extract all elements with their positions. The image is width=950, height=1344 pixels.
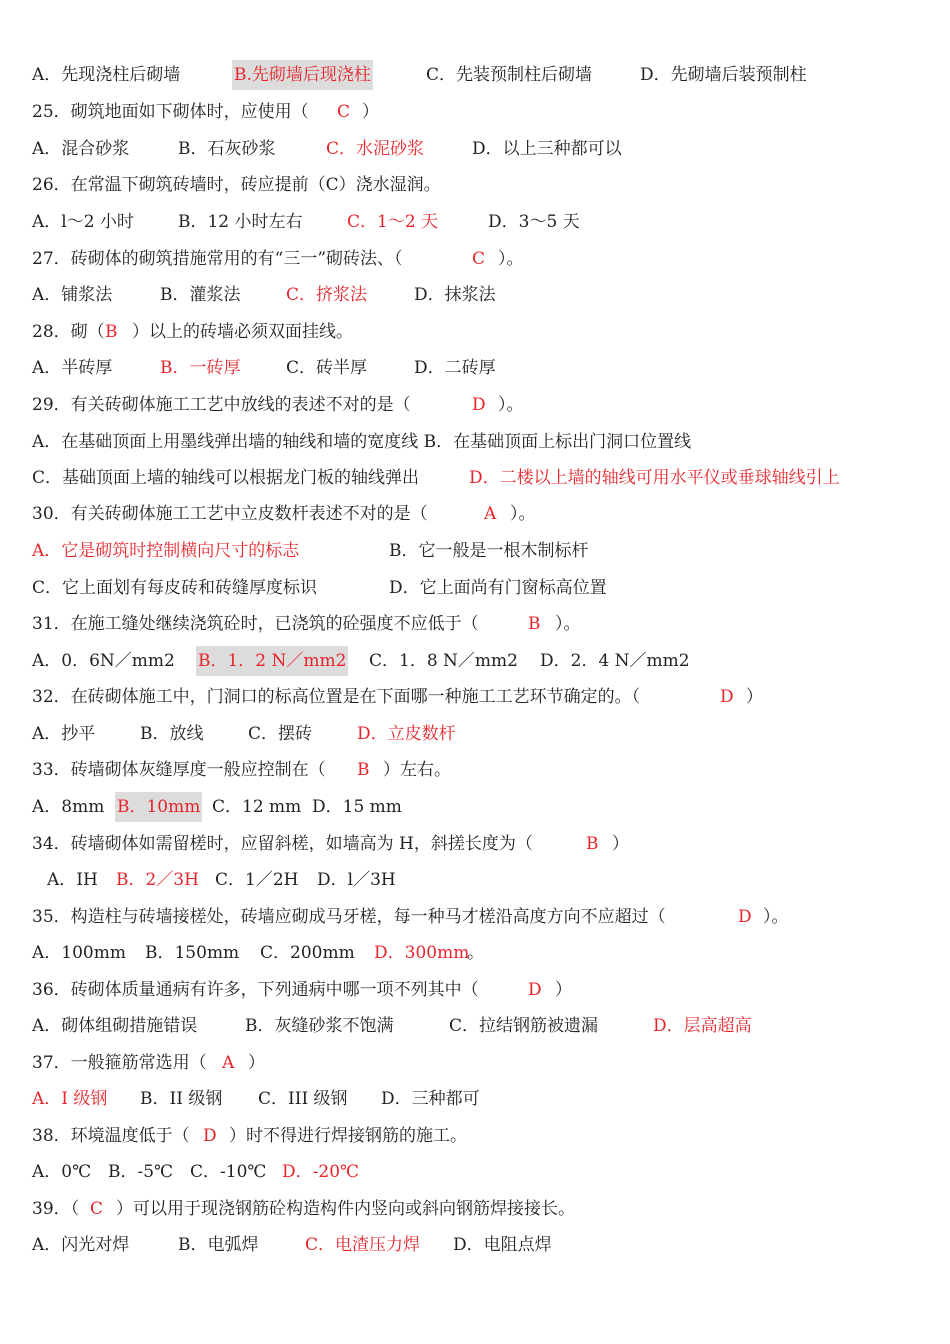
question-text: B．灌浆法 (160, 285, 241, 305)
question-text: A．闪光对焊 (32, 1235, 130, 1255)
text-line (0, 463, 950, 493)
question-text: A．0．6N／mm2 (32, 651, 175, 671)
question-text: B．-5℃ (108, 1162, 174, 1182)
text-line (0, 719, 950, 749)
question-text: C．砖半厚 (286, 358, 368, 378)
question-text: 38．环境温度低于（ (32, 1126, 190, 1146)
answer-text: C (472, 249, 486, 269)
question-text: A．混合砂浆 (32, 139, 130, 159)
question-text: B．12 小时左右 (178, 212, 303, 232)
text-line (0, 97, 950, 127)
text-line (0, 170, 950, 200)
question-text: D．二砖厚 (414, 358, 496, 378)
question-text: 32．在砖砌体施工中，门洞口的标高位置是在下面哪一种施工工艺环节确定的。（ (32, 687, 641, 707)
question-text: 34．砖墙砌体如需留槎时，应留斜槎，如墙高为 H，斜搓长度为（ (32, 834, 533, 854)
text-line (0, 865, 950, 895)
question-text: D．三种都可 (381, 1089, 480, 1109)
answer-text: B.先砌墙后现浇柱 (232, 60, 373, 90)
answer-text: B．一砖厚 (160, 358, 241, 378)
question-text: 27．砖砌体的砌筑措施常用的有“三一”砌砖法、（ (32, 249, 403, 269)
text-line (0, 682, 950, 712)
text-line (0, 427, 950, 457)
question-text: ） (555, 980, 572, 1000)
question-text: A．铺浆法 (32, 285, 113, 305)
question-text: C．摆砖 (248, 724, 313, 744)
question-text: D．2．4 N／mm2 (540, 651, 690, 671)
question-text: B．150mm (145, 943, 240, 963)
question-text: C．12 mm (212, 797, 302, 817)
text-line (0, 536, 950, 566)
question-text: 29．有关砖砌体施工工艺中放线的表述不对的是（ (32, 395, 411, 415)
question-text: D．它上面尚有门窗标高位置 (389, 578, 607, 598)
question-text: ） (248, 1053, 265, 1073)
question-text: D．抹浆法 (414, 285, 496, 305)
text-line (0, 573, 950, 603)
answer-text: D．立皮数杆 (357, 724, 456, 744)
question-text: ） (612, 834, 629, 854)
question-text: A．砌体组砌措施错误 (32, 1016, 198, 1036)
question-text: ）。 (498, 395, 524, 415)
answer-text: C．1～2 天 (347, 212, 439, 232)
question-text: B．灰缝砂浆不饱满 (245, 1016, 394, 1036)
text-line (0, 280, 950, 310)
answer-text: B．2／3H (116, 870, 199, 890)
question-text: ）。 (498, 249, 524, 269)
answer-text: B．1．2 N／mm2 (196, 646, 348, 676)
text-line (0, 1011, 950, 1041)
answer-text: B (528, 614, 541, 634)
text-line (0, 646, 950, 676)
question-text: ）左右。 (383, 760, 451, 780)
question-text: 35．构造柱与砖墙接槎处，砖墙应砌成马牙槎，每一种马才槎沿高度方向不应超过（ (32, 907, 666, 927)
question-text: A．8mm (32, 797, 105, 817)
question-text: A．l～2 小时 (32, 212, 134, 232)
question-text: ）可以用于现浇钢筋砼构造构件内竖向或斜向钢筋焊接接长。 (116, 1199, 575, 1219)
answer-text: D (472, 395, 486, 415)
answer-text: A (484, 504, 497, 524)
text-line (0, 755, 950, 785)
answer-text: A (222, 1053, 235, 1073)
question-text: 30．有关砖砌体施工工艺中立皮数杆表述不对的是（ (32, 504, 428, 524)
answer-text: C．挤浆法 (286, 285, 368, 305)
question-text: D．电阻点焊 (453, 1235, 552, 1255)
text-line (0, 792, 950, 822)
question-text: D．先砌墙后装预制柱 (640, 65, 807, 85)
question-text: A．0℃ (32, 1162, 92, 1182)
question-text: 26．在常温下砌筑砖墙时，砖应提前（C）浇水湿润。 (32, 175, 441, 195)
question-text: B．石灰砂浆 (178, 139, 276, 159)
question-text: D．3～5 天 (488, 212, 580, 232)
answer-text: B (105, 322, 118, 342)
question-text: C．1／2H (215, 870, 299, 890)
question-text: 31．在施工缝处继续浇筑砼时，已浇筑的砼强度不应低于（ (32, 614, 479, 634)
question-text: ）时不得进行焊接钢筋的施工。 (229, 1126, 467, 1146)
question-text: ） (746, 687, 763, 707)
question-text: C．200mm (260, 943, 355, 963)
question-text: B．II 级钢 (140, 1089, 223, 1109)
answer-text: C (90, 1199, 104, 1219)
answer-text: D (738, 907, 752, 927)
question-text: C．拉结钢筋被遗漏 (449, 1016, 599, 1036)
question-text: C．-10℃ (190, 1162, 267, 1182)
question-text: 25．砌筑地面如下砌体时，应使用（ (32, 102, 309, 122)
question-text: C．它上面划有每皮砖和砖缝厚度标识 (32, 578, 318, 598)
answer-text: C．水泥砂浆 (326, 139, 425, 159)
text-line (0, 134, 950, 164)
text-line (0, 609, 950, 639)
answer-text: D．层高超高 (653, 1016, 752, 1036)
answer-text: D (203, 1126, 217, 1146)
answer-text: C (337, 102, 351, 122)
question-text: B．它一般是一根木制标杆 (389, 541, 589, 561)
question-text: ）以上的砖墙必须双面挂线。 (132, 322, 353, 342)
question-text: ）。 (555, 614, 581, 634)
text-line (0, 244, 950, 274)
text-line (0, 1121, 950, 1151)
question-text: ）。 (763, 907, 789, 927)
question-text: C．1．8 N／mm2 (369, 651, 518, 671)
question-text: ） (362, 102, 379, 122)
text-line (0, 390, 950, 420)
text-line (0, 207, 950, 237)
text-line (0, 353, 950, 383)
question-text: B．放线 (140, 724, 204, 744)
answer-text: B (357, 760, 370, 780)
question-text: A．100mm (32, 943, 126, 963)
question-text: 39．（ (32, 1199, 80, 1219)
text-line (0, 1084, 950, 1114)
answer-text: B (586, 834, 599, 854)
text-line (0, 975, 950, 1005)
text-line (0, 902, 950, 932)
question-text: 37．一般箍筋常选用（ (32, 1053, 207, 1073)
answer-text: D．300mm (374, 943, 470, 963)
answer-text: D (528, 980, 542, 1000)
question-text: D．以上三种都可以 (472, 139, 622, 159)
question-text: 33．砖墙砌体灰缝厚度一般应控制在（ (32, 760, 326, 780)
text-line (0, 60, 950, 90)
question-text: A．抄平 (32, 724, 96, 744)
question-text: 28．砌（ (32, 322, 105, 342)
text-line (0, 829, 950, 859)
question-text: C．III 级钢 (258, 1089, 348, 1109)
text-line (0, 938, 950, 968)
answer-text: A．它是砌筑时控制横向尺寸的标志 (32, 541, 300, 561)
question-text: 36．砖砌体质量通病有许多，下列通病中哪一项不列其中（ (32, 980, 479, 1000)
answer-text: A．I 级钢 (32, 1089, 108, 1109)
question-text: A．IH (47, 870, 98, 890)
answer-text: B．10mm (115, 792, 202, 822)
question-text: C．基础顶面上墙的轴线可以根据龙门板的轴线弹出 (32, 468, 420, 488)
question-text: D．l／3H (317, 870, 396, 890)
text-line (0, 1048, 950, 1078)
question-text: A．在基础顶面上用墨线弹出墙的轴线和墙的宽度线 B．在基础顶面上标出门洞口位置线 (32, 432, 692, 452)
question-text: C．先装预制柱后砌墙 (426, 65, 593, 85)
answer-text: D (720, 687, 734, 707)
question-text: D．15 mm (312, 797, 402, 817)
text-line (0, 499, 950, 529)
answer-text: D．-20℃ (282, 1162, 360, 1182)
question-text: 。 (467, 943, 484, 963)
answer-text: C．电渣压力焊 (305, 1235, 421, 1255)
question-text: B．电弧焊 (178, 1235, 259, 1255)
answer-text: D．二楼以上墙的轴线可用水平仪或垂球轴线引上 (469, 468, 840, 488)
question-text: ）。 (510, 504, 536, 524)
text-line (0, 317, 950, 347)
question-text: A．半砖厚 (32, 358, 113, 378)
text-line (0, 1230, 950, 1260)
question-text: A．先现浇柱后砌墙 (32, 65, 181, 85)
text-line (0, 1157, 950, 1187)
text-line (0, 1194, 950, 1224)
